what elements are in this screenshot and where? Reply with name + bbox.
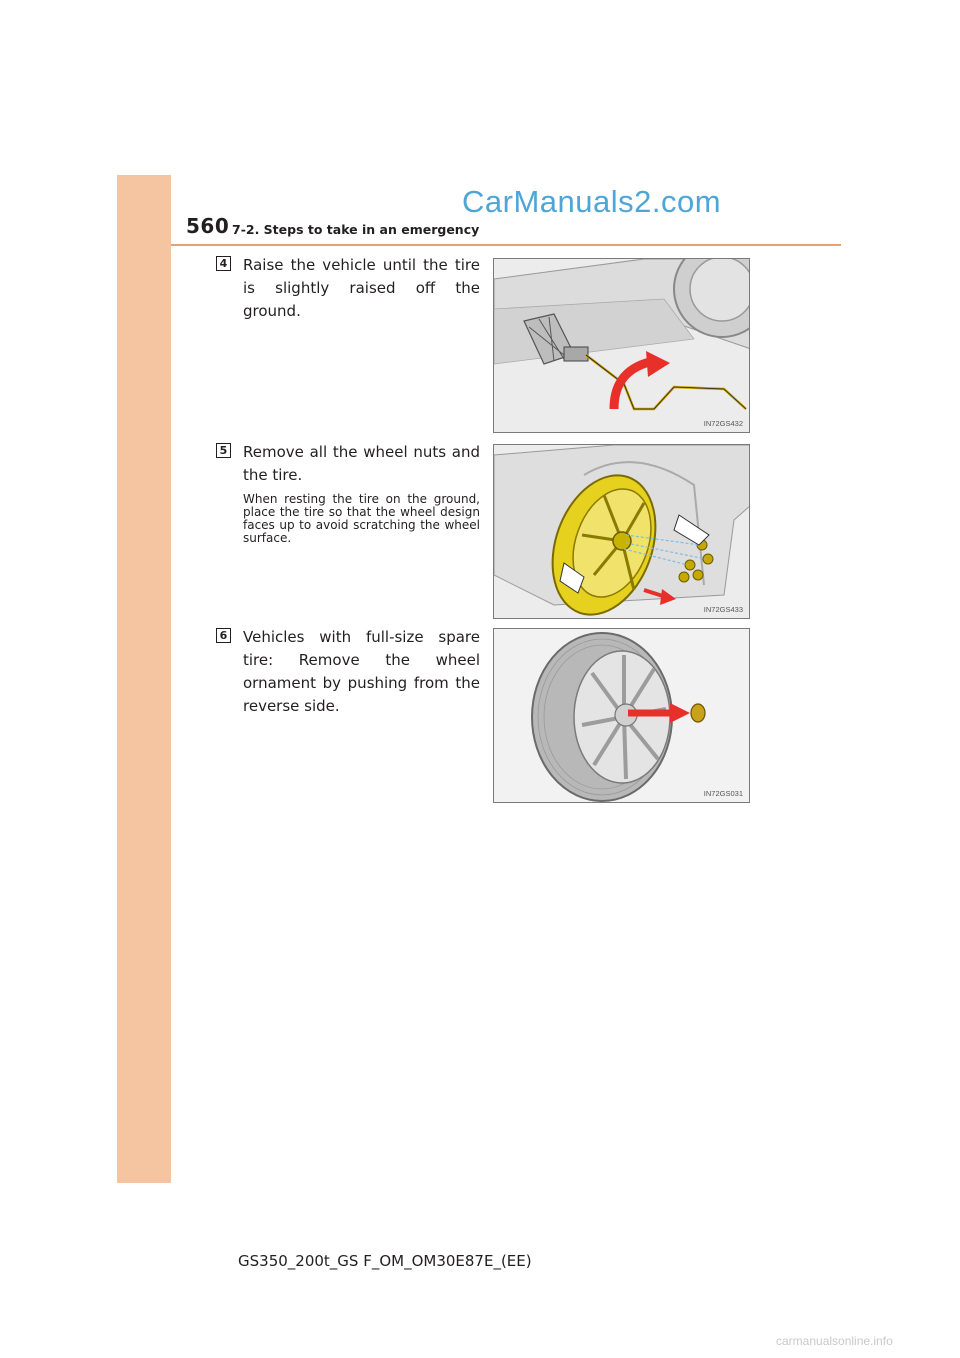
jack-illustration xyxy=(494,259,750,433)
watermark-top: CarManuals2.com xyxy=(462,184,722,219)
step-number-badge: 5 xyxy=(216,443,231,458)
wheel-ornament-illustration xyxy=(494,629,750,803)
page-number: 560 xyxy=(186,214,230,238)
figure-jack-raise xyxy=(493,258,750,433)
section-title: 7-2. Steps to take in an emergency xyxy=(232,222,480,237)
step-text: Raise the vehicle until the tire is slightly raised off the ground. xyxy=(243,256,480,320)
step-number-badge: 6 xyxy=(216,628,231,643)
tire-removal-illustration xyxy=(494,445,750,619)
step-note: When resting the tire on the ground, place the tire so that the wheel design faces up to avoid scratching the wheel surface. xyxy=(243,492,480,545)
document-code: GS350_200t_GS F_OM_OM30E87E_(EE) xyxy=(238,1252,532,1270)
figure-code: IN72GS031 xyxy=(703,789,743,798)
watermark-bottom: carmanualsonline.info xyxy=(776,1334,893,1348)
step-text: Remove all the wheel nuts and the tire. xyxy=(243,443,480,484)
figure-code: IN72GS432 xyxy=(703,419,743,428)
chapter-sidebar-tab xyxy=(117,175,171,1183)
figure-code: IN72GS433 xyxy=(703,605,743,614)
figure-remove-tire xyxy=(493,444,750,619)
header-rule xyxy=(171,244,841,246)
step-text: Vehicles with full-size spare tire: Remove the wheel ornament by pushing from the reverse side. xyxy=(243,628,480,715)
figure-wheel-ornament xyxy=(493,628,750,803)
step-number-badge: 4 xyxy=(216,256,231,271)
